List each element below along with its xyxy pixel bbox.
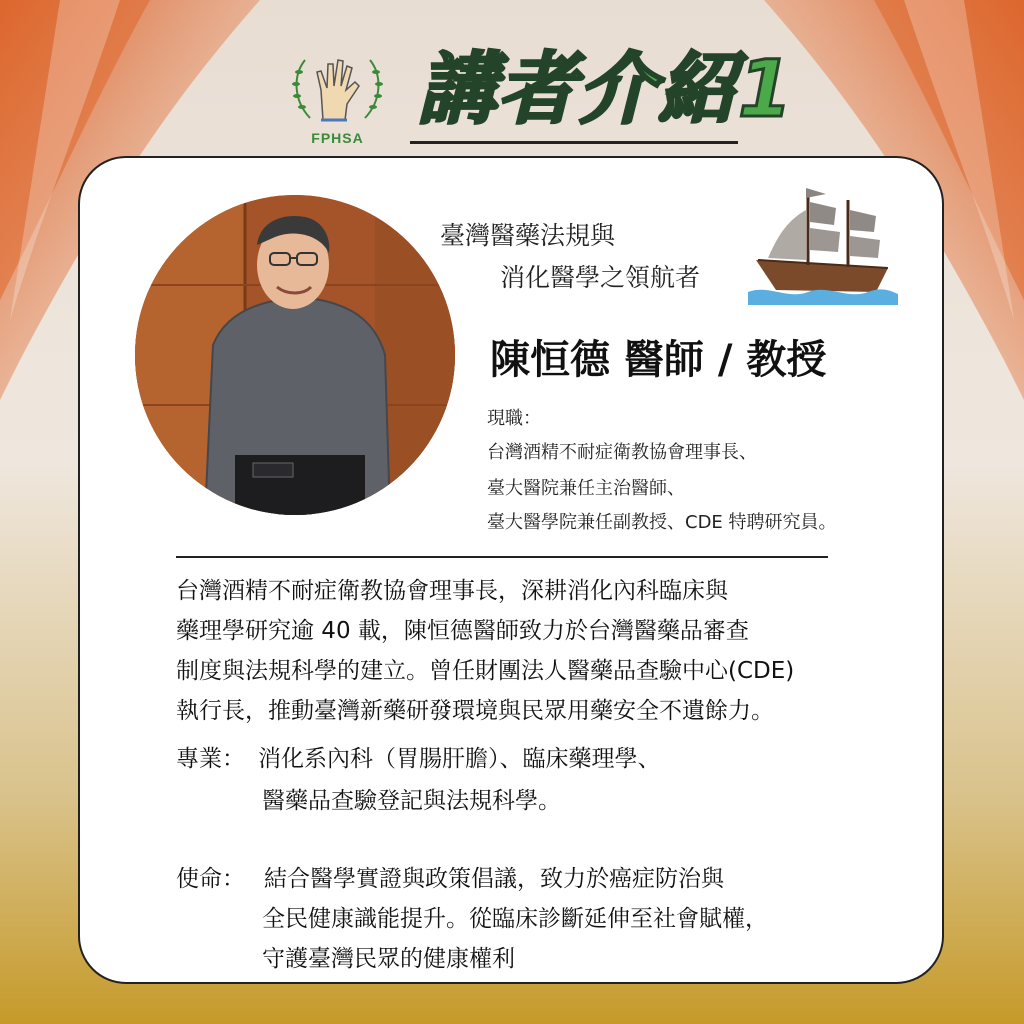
mission-line: 結合醫學實證與政策倡議，致力於癌症防治與 [264,866,724,892]
fphsa-logo [285,50,390,150]
logo-text: FPHSA [311,130,364,146]
mission-line: 全民健康識能提升。從臨床診斷延伸至社會賦權， [262,906,768,932]
speaker-photo [135,195,455,515]
subtitle-line-1: 臺灣醫藥法規與 [440,221,616,250]
mission-line: 守護臺灣民眾的健康權利 [262,946,515,972]
bio-line: 藥理學研究逾 40 載，陳恒德醫師致力於台灣醫藥品審查 [176,618,749,644]
subtitle-line-2: 消化醫學之領航者 [500,263,701,292]
position-line: 台灣酒精不耐症衛教協會理事長、 [487,442,757,463]
position-line: 臺大醫學院兼任副教授、CDE 特聘研究員。 [487,512,837,533]
section-divider [176,556,828,558]
mission-label: 使命： [176,866,245,892]
title-underline [410,141,738,144]
bio-line: 制度與法規科學的建立。曾任財團法人醫藥品查驗中心(CDE) [176,658,795,684]
expertise-line: 消化系內科（胃腸肝膽）、臨床藥理學、 [258,746,661,772]
expertise-line: 醫藥品查驗登記與法規科學。 [262,788,561,814]
ship-icon [748,180,898,305]
speaker-name: 陳恒德 醫師 / 教授 [490,337,827,383]
page-title: 講者介紹1 [418,45,795,135]
position-label: 現職： [487,408,541,429]
position-line: 臺大醫院兼任主治醫師、 [487,478,685,499]
bio-line: 台灣酒精不耐症衛教協會理事長，深耕消化內科臨床與 [176,578,728,604]
bio-line: 執行長，推動臺灣新藥研發環境與民眾用藥安全不遺餘力。 [176,698,774,724]
expertise-label: 專業： [176,746,245,772]
